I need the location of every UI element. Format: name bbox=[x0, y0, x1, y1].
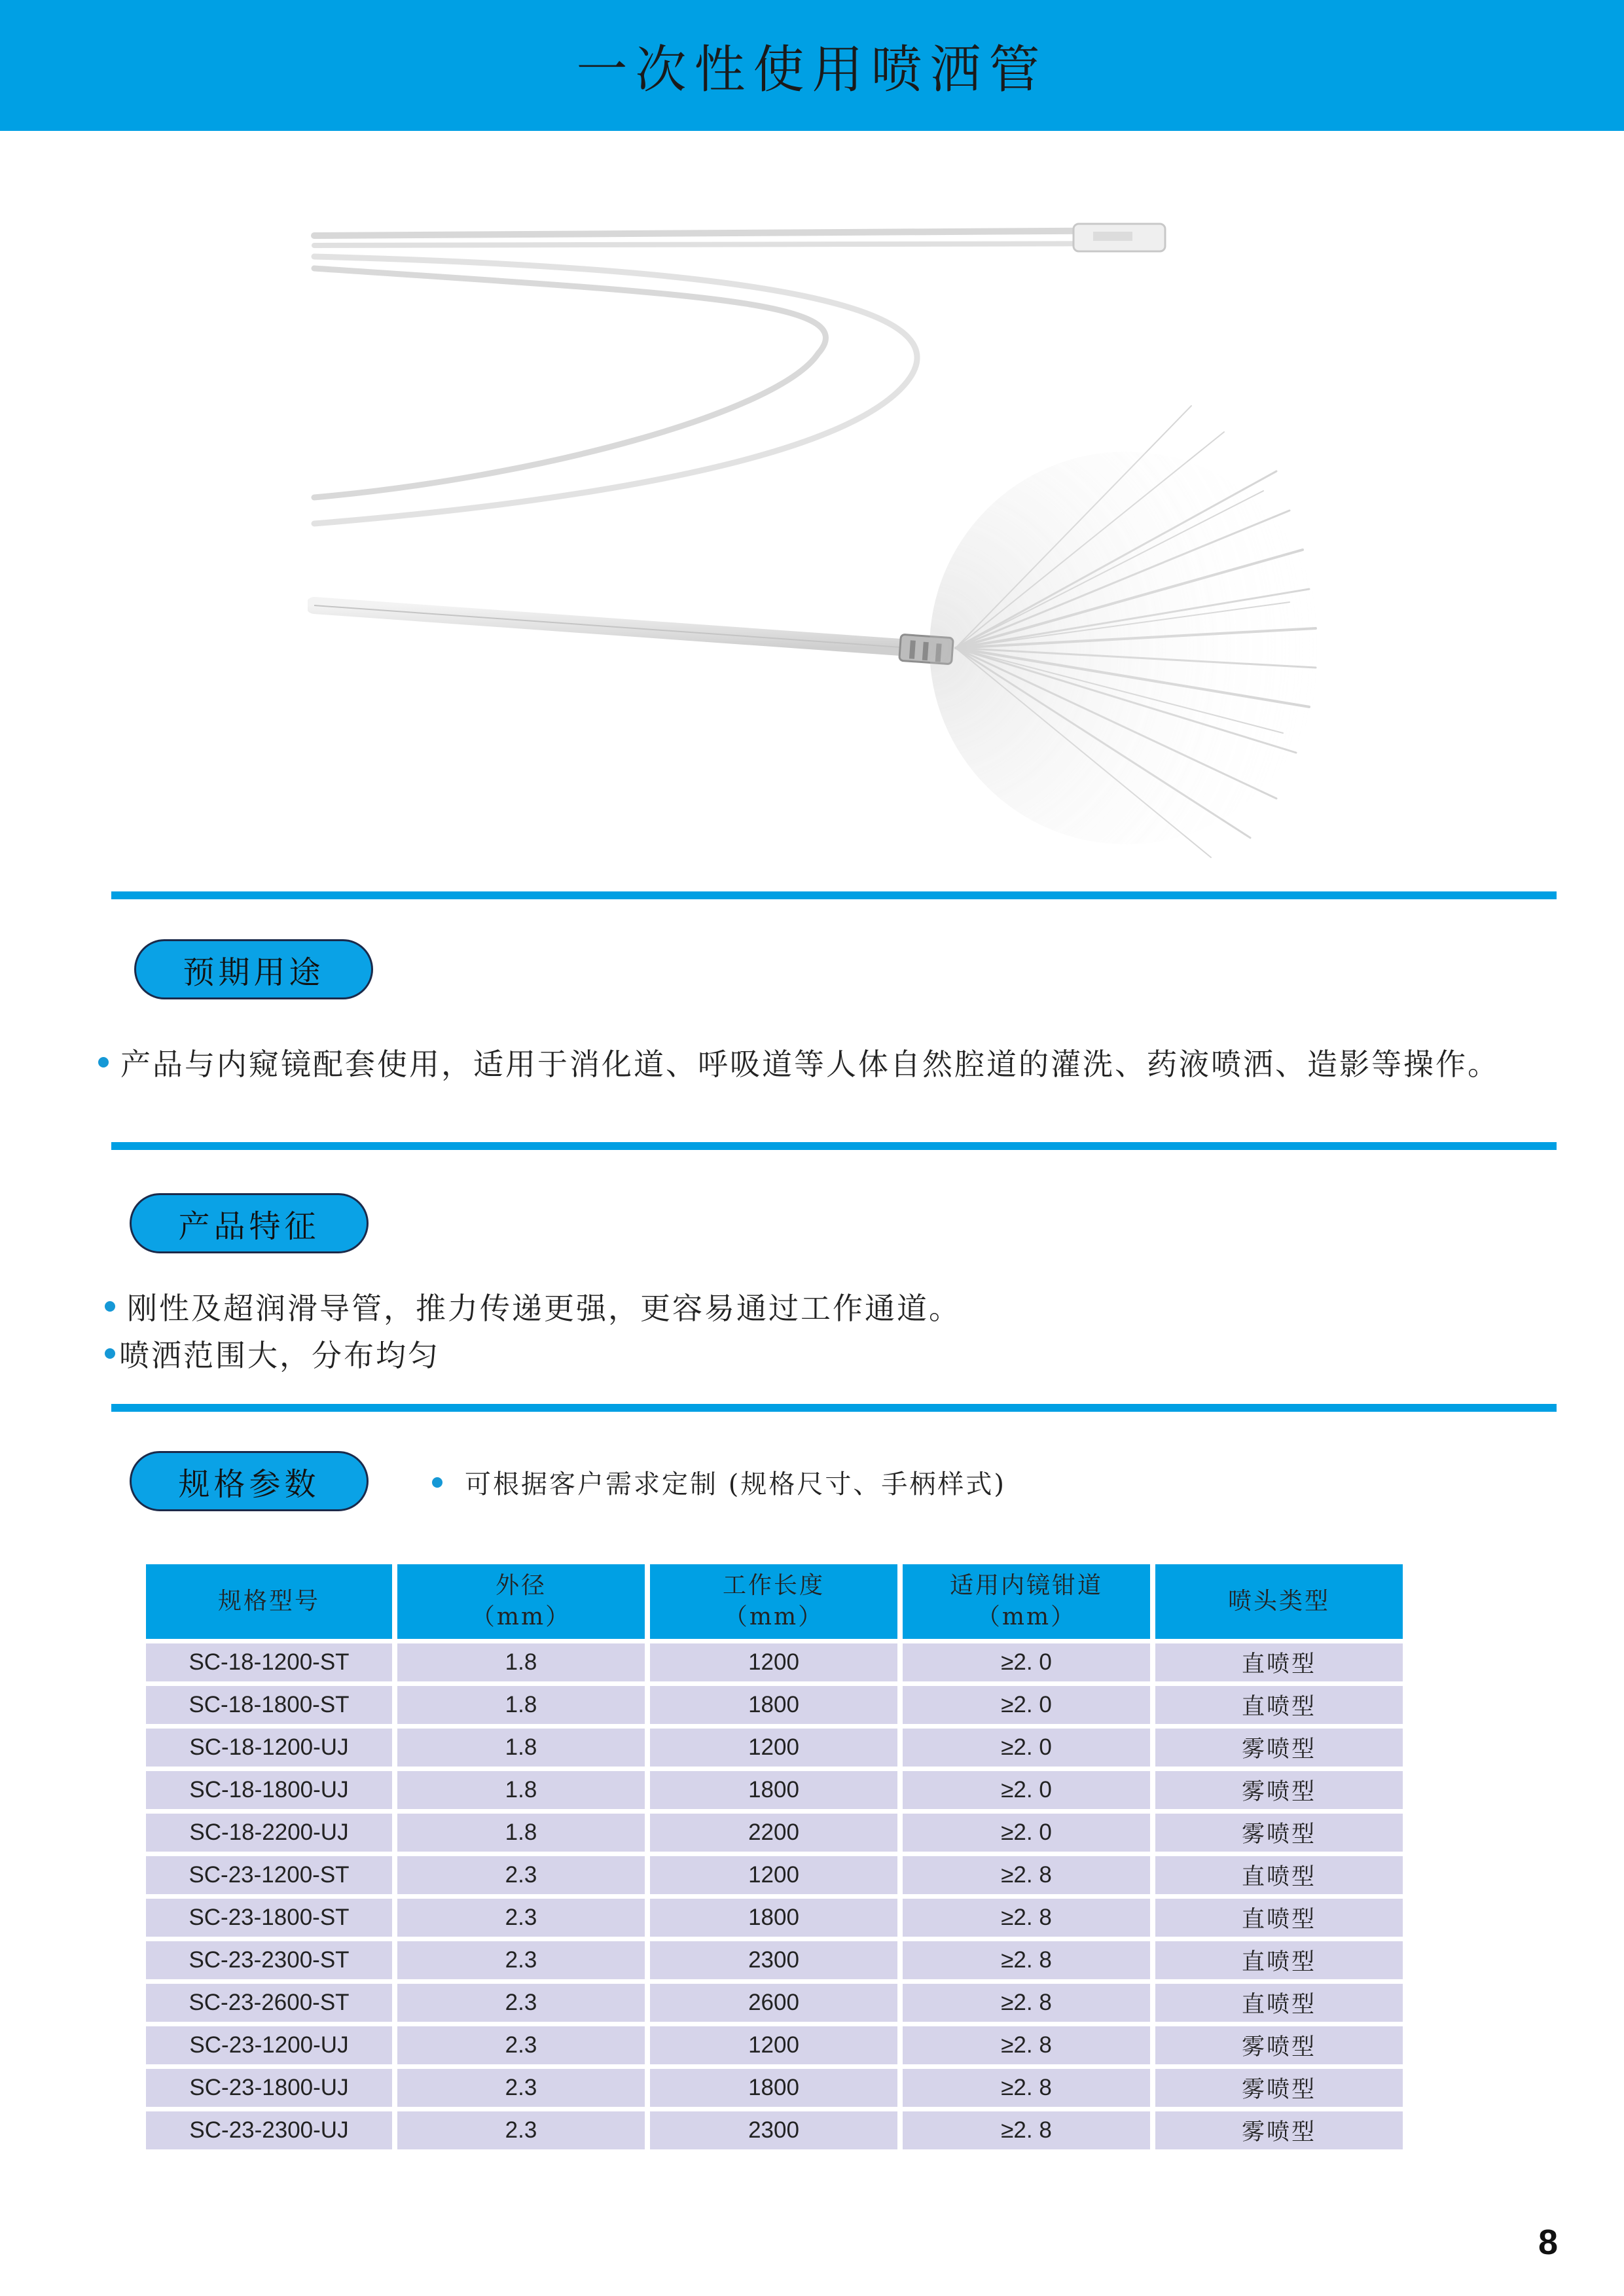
model-cell: SC-18-1200-UJ bbox=[146, 1729, 392, 1767]
column-header-working-length: 工作长度 （mm） bbox=[650, 1564, 897, 1639]
model-cell: SC-23-1800-UJ bbox=[146, 2069, 392, 2107]
channel-cell: ≥2. 8 bbox=[903, 2111, 1150, 2149]
bullet-text: 产品与内窥镜配套使用，适用于消化道、呼吸道等人体自然腔道的灌洗、药液喷洒、造影等操作。 bbox=[120, 1047, 1500, 1082]
table-row bbox=[146, 2069, 1403, 2107]
catheter-tip bbox=[314, 605, 953, 664]
diameter-cell: 2.3 bbox=[397, 2069, 645, 2107]
channel-cell: ≥2. 0 bbox=[903, 1771, 1150, 1809]
nozzle-type-cell: 雾喷型 bbox=[1155, 1729, 1403, 1767]
specs-note-text: 可根据客户需求定制 (规格尺寸、手柄样式) bbox=[465, 1469, 1006, 1499]
nozzle-type-cell: 雾喷型 bbox=[1155, 2026, 1403, 2064]
channel-cell: ≥2. 8 bbox=[903, 1984, 1150, 2022]
nozzle-type-cell: 直喷型 bbox=[1155, 1686, 1403, 1724]
diameter-cell: 2.3 bbox=[397, 2026, 645, 2064]
bullet-dot-icon bbox=[432, 1477, 442, 1488]
nozzle-type-cell: 直喷型 bbox=[1155, 1643, 1403, 1681]
diameter-cell: 1.8 bbox=[397, 1771, 645, 1809]
table-row bbox=[146, 1856, 1403, 1894]
column-header-nozzle-type: 喷头类型 bbox=[1155, 1564, 1403, 1639]
divider-3 bbox=[111, 1404, 1557, 1412]
model-cell: SC-18-1800-ST bbox=[146, 1686, 392, 1724]
divider-2 bbox=[111, 1142, 1557, 1150]
column-header-outer-diameter: 外径 （mm） bbox=[397, 1564, 645, 1639]
table-row bbox=[146, 2026, 1403, 2064]
diameter-cell: 2.3 bbox=[397, 1899, 645, 1937]
model-cell: SC-23-1200-UJ bbox=[146, 2026, 392, 2064]
header-bar bbox=[0, 0, 1624, 131]
table-row bbox=[146, 1643, 1403, 1681]
product-image bbox=[308, 196, 1329, 890]
channel-cell: ≥2. 0 bbox=[903, 1643, 1150, 1681]
bullet-text: 喷洒范围大，分布均匀 bbox=[119, 1338, 440, 1373]
nozzle-type-cell: 雾喷型 bbox=[1155, 2069, 1403, 2107]
channel-cell: ≥2. 0 bbox=[903, 1729, 1150, 1767]
channel-cell: ≥2. 8 bbox=[903, 2026, 1150, 2064]
model-cell: SC-23-2300-UJ bbox=[146, 2111, 392, 2149]
spray-mist bbox=[929, 406, 1322, 857]
table-row bbox=[146, 1941, 1403, 1979]
channel-cell: ≥2. 0 bbox=[903, 1814, 1150, 1852]
length-cell: 1800 bbox=[650, 1899, 897, 1937]
section-label-text: 产品特征 bbox=[178, 1208, 320, 1245]
length-cell: 1800 bbox=[650, 1686, 897, 1724]
model-cell: SC-23-1800-ST bbox=[146, 1899, 392, 1937]
length-cell: 2300 bbox=[650, 1941, 897, 1979]
channel-cell: ≥2. 8 bbox=[903, 1856, 1150, 1894]
diameter-cell: 1.8 bbox=[397, 1729, 645, 1767]
length-cell: 1800 bbox=[650, 2069, 897, 2107]
feature-bullet-2 bbox=[105, 1332, 440, 1375]
table-row bbox=[146, 1771, 1403, 1809]
nozzle-type-cell: 直喷型 bbox=[1155, 1856, 1403, 1894]
nozzle-type-cell: 雾喷型 bbox=[1155, 1814, 1403, 1852]
table-row bbox=[146, 2111, 1403, 2149]
section-label-specs bbox=[130, 1451, 369, 1511]
nozzle-type-cell: 雾喷型 bbox=[1155, 2111, 1403, 2149]
length-cell: 1200 bbox=[650, 1729, 897, 1767]
diameter-cell: 2.3 bbox=[397, 1984, 645, 2022]
section-label-text: 规格参数 bbox=[178, 1465, 320, 1503]
channel-cell: ≥2. 8 bbox=[903, 2069, 1150, 2107]
feature-bullet-1 bbox=[105, 1285, 961, 1328]
intended-use-bullet bbox=[98, 1041, 1500, 1084]
table-row bbox=[146, 1686, 1403, 1724]
bullet-dot-icon bbox=[98, 1057, 109, 1067]
column-header-channel: 适用内镜钳道 （mm） bbox=[903, 1564, 1150, 1639]
length-cell: 2600 bbox=[650, 1984, 897, 2022]
diameter-cell: 1.8 bbox=[397, 1814, 645, 1852]
page-title: 一次性使用喷洒管 bbox=[576, 41, 1048, 99]
model-cell: SC-23-1200-ST bbox=[146, 1856, 392, 1894]
model-cell: SC-23-2600-ST bbox=[146, 1984, 392, 2022]
model-cell: SC-18-1200-ST bbox=[146, 1643, 392, 1681]
table-row bbox=[146, 1729, 1403, 1767]
model-cell: SC-18-2200-UJ bbox=[146, 1814, 392, 1852]
nozzle-type-cell: 直喷型 bbox=[1155, 1899, 1403, 1937]
channel-cell: ≥2. 0 bbox=[903, 1686, 1150, 1724]
channel-cell: ≥2. 8 bbox=[903, 1941, 1150, 1979]
bullet-dot-icon bbox=[105, 1348, 115, 1359]
nozzle-type-cell: 直喷型 bbox=[1155, 1984, 1403, 2022]
table-header-row bbox=[146, 1564, 1403, 1639]
diameter-cell: 1.8 bbox=[397, 1643, 645, 1681]
model-cell: SC-23-2300-ST bbox=[146, 1941, 392, 1979]
length-cell: 1200 bbox=[650, 1856, 897, 1894]
section-label-features bbox=[130, 1193, 369, 1253]
divider-1 bbox=[111, 891, 1557, 899]
length-cell: 1200 bbox=[650, 1643, 897, 1681]
spec-table bbox=[141, 1560, 1408, 2154]
table-row bbox=[146, 1814, 1403, 1852]
diameter-cell: 2.3 bbox=[397, 1856, 645, 1894]
table-row bbox=[146, 1984, 1403, 2022]
diameter-cell: 1.8 bbox=[397, 1686, 645, 1724]
length-cell: 1200 bbox=[650, 2026, 897, 2064]
column-header-model: 规格型号 bbox=[146, 1564, 392, 1639]
section-label-text: 预期用途 bbox=[183, 954, 325, 991]
bullet-text: 刚性及超润滑导管，推力传递更强，更容易通过工作通道。 bbox=[127, 1291, 961, 1326]
channel-cell: ≥2. 8 bbox=[903, 1899, 1150, 1937]
nozzle-type-cell: 雾喷型 bbox=[1155, 1771, 1403, 1809]
length-cell: 1800 bbox=[650, 1771, 897, 1809]
table-row bbox=[146, 1899, 1403, 1937]
page-number: 8 bbox=[1538, 2223, 1559, 2262]
diameter-cell: 2.3 bbox=[397, 2111, 645, 2149]
bullet-dot-icon bbox=[105, 1301, 115, 1312]
length-cell: 2200 bbox=[650, 1814, 897, 1852]
length-cell: 2300 bbox=[650, 2111, 897, 2149]
model-cell: SC-18-1800-UJ bbox=[146, 1771, 392, 1809]
diameter-cell: 2.3 bbox=[397, 1941, 645, 1979]
section-label-intended-use bbox=[134, 939, 373, 999]
specs-note bbox=[432, 1463, 1006, 1501]
nozzle-type-cell: 直喷型 bbox=[1155, 1941, 1403, 1979]
